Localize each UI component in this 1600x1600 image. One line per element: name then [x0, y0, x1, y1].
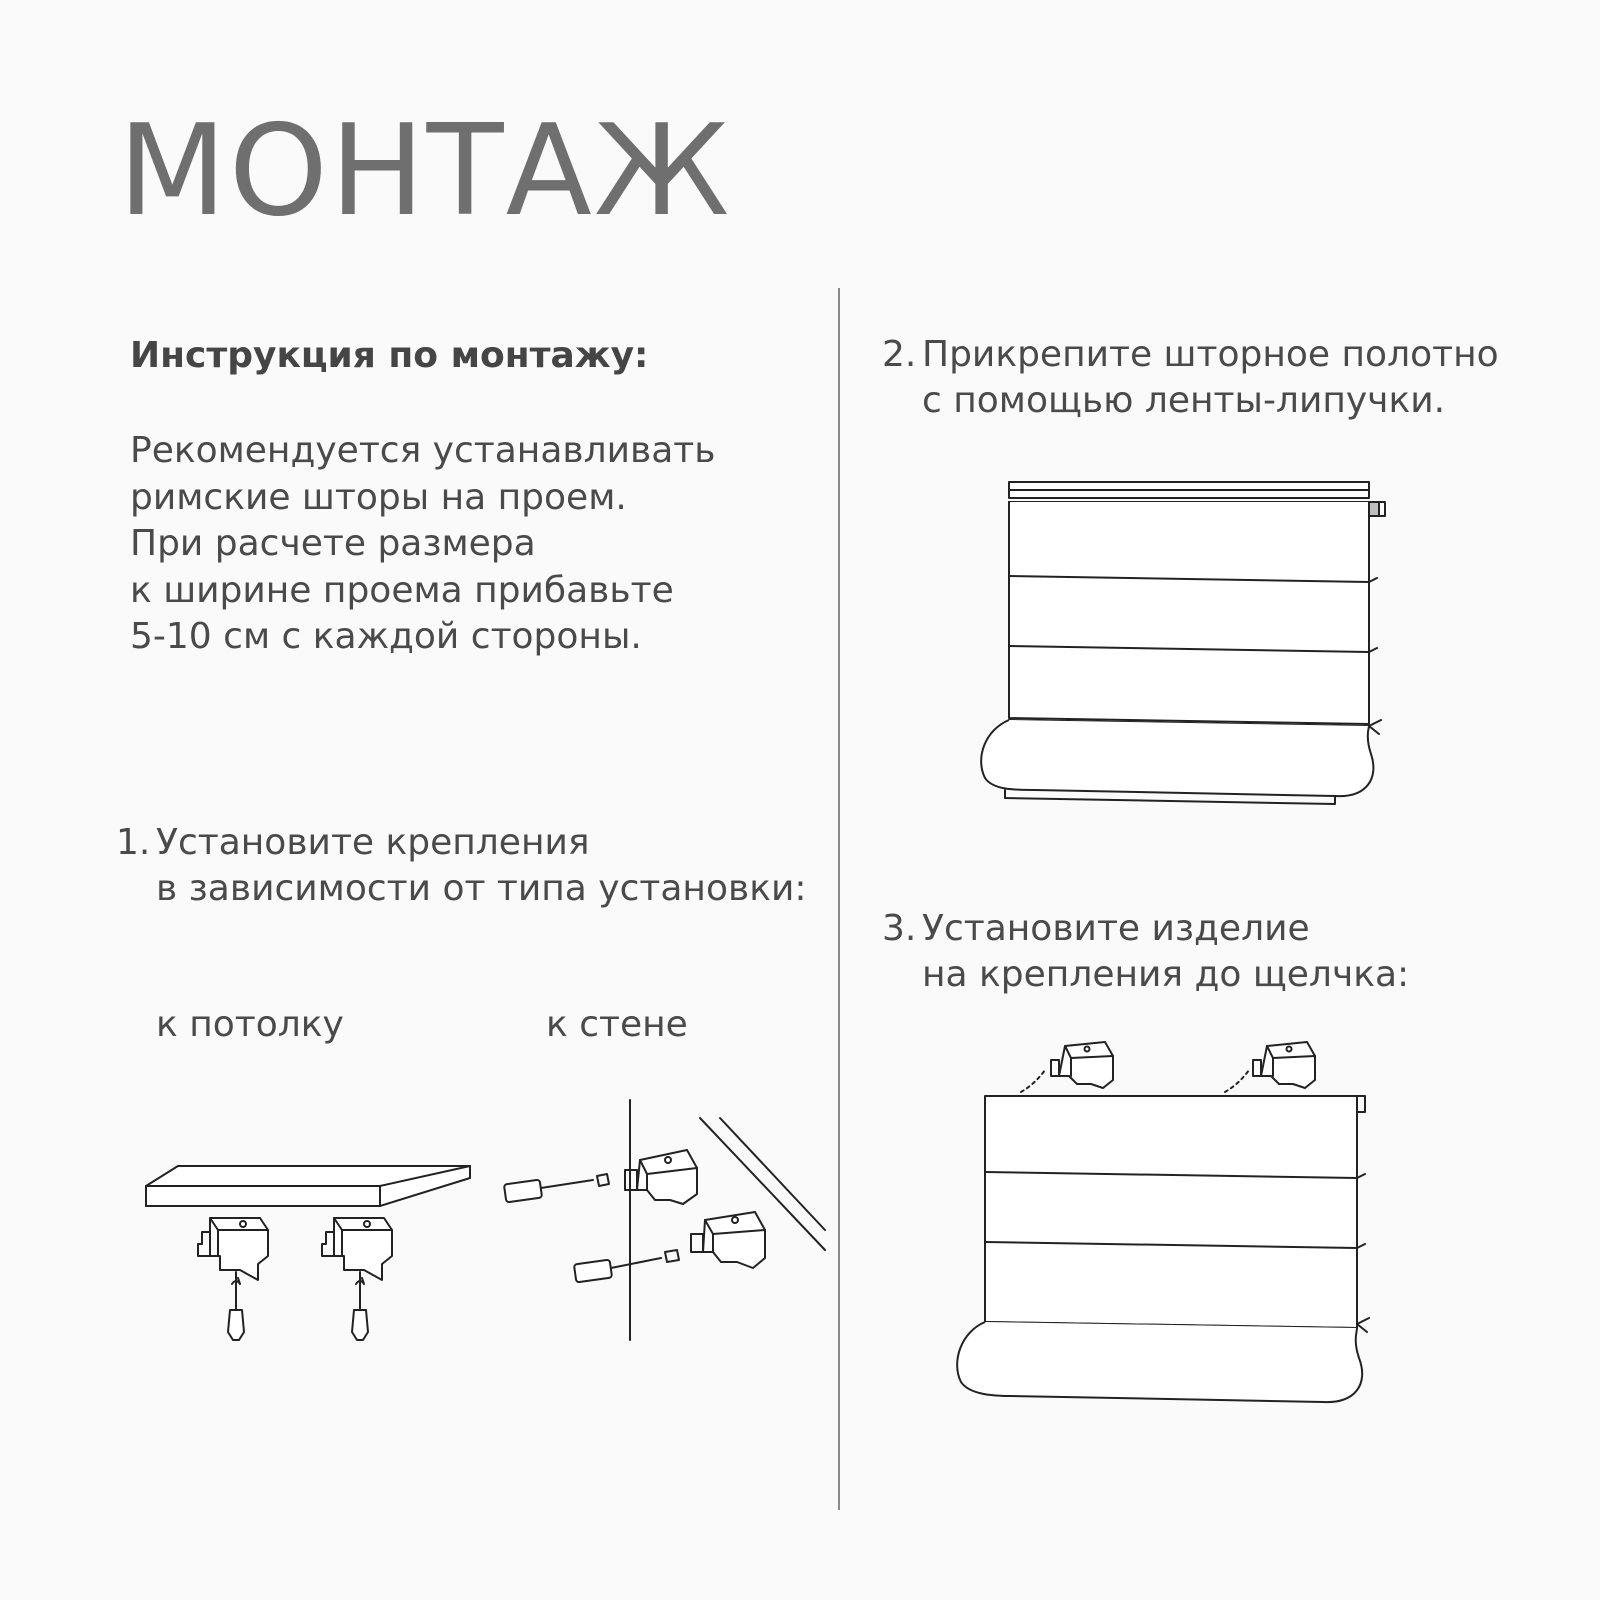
- step-number: 1.: [116, 822, 151, 863]
- wall-mount-illustration: [505, 1100, 835, 1350]
- install-bracket-right: [1225, 1042, 1315, 1092]
- label-ceiling-mount: к потолку: [156, 1004, 344, 1045]
- step-2: [882, 332, 1582, 428]
- ceiling-mount-illustration: [140, 1160, 480, 1360]
- column-divider: [838, 288, 840, 1510]
- intro-line: При расчете размера: [130, 523, 536, 564]
- step-number: 2.: [882, 334, 917, 375]
- cornice-profile: [1009, 482, 1369, 498]
- step-3: [882, 906, 1582, 1002]
- curtain-panel: [981, 502, 1381, 804]
- install-bracket-left: [1021, 1042, 1113, 1092]
- step-line: Прикрепите шторное полотно: [922, 334, 1499, 375]
- ceiling-bracket-right: [322, 1218, 392, 1340]
- wall-bracket-bottom: [691, 1212, 765, 1268]
- wall-screwdriver-top: [504, 1174, 609, 1202]
- installed-curtain-panel: [957, 1096, 1369, 1402]
- step-line: на крепления до щелчка:: [922, 954, 1410, 995]
- step-line: Установите изделие: [922, 908, 1310, 949]
- intro-line: к ширине проема прибавьте: [130, 569, 674, 611]
- instruction-heading: Инструкция по монтажу:: [130, 335, 649, 376]
- label-wall-mount: к стене: [546, 1004, 688, 1045]
- ceiling-board: [146, 1166, 470, 1206]
- step-1: [116, 820, 816, 916]
- ceiling-bracket-left: [198, 1218, 268, 1340]
- intro-paragraph: [130, 428, 716, 661]
- wall-screwdriver-bottom: [574, 1250, 679, 1282]
- intro-line: Рекомендуется устанавливать: [130, 430, 716, 471]
- step-line: Установите крепления: [156, 822, 590, 863]
- step-line: с помощью ленты-липучки.: [922, 380, 1446, 421]
- page-title: МОНТАЖ: [118, 97, 732, 244]
- step-number: 3.: [882, 908, 917, 949]
- intro-line: 5-10 см с каждой стороны.: [130, 616, 642, 657]
- wall-bracket-top: [625, 1150, 697, 1204]
- curtain-velcro-illustration: [975, 478, 1395, 818]
- intro-line: римские шторы на проем.: [130, 476, 627, 518]
- curtain-install-illustration: [955, 1040, 1385, 1410]
- step-line: в зависимости от типа установки:: [156, 868, 807, 909]
